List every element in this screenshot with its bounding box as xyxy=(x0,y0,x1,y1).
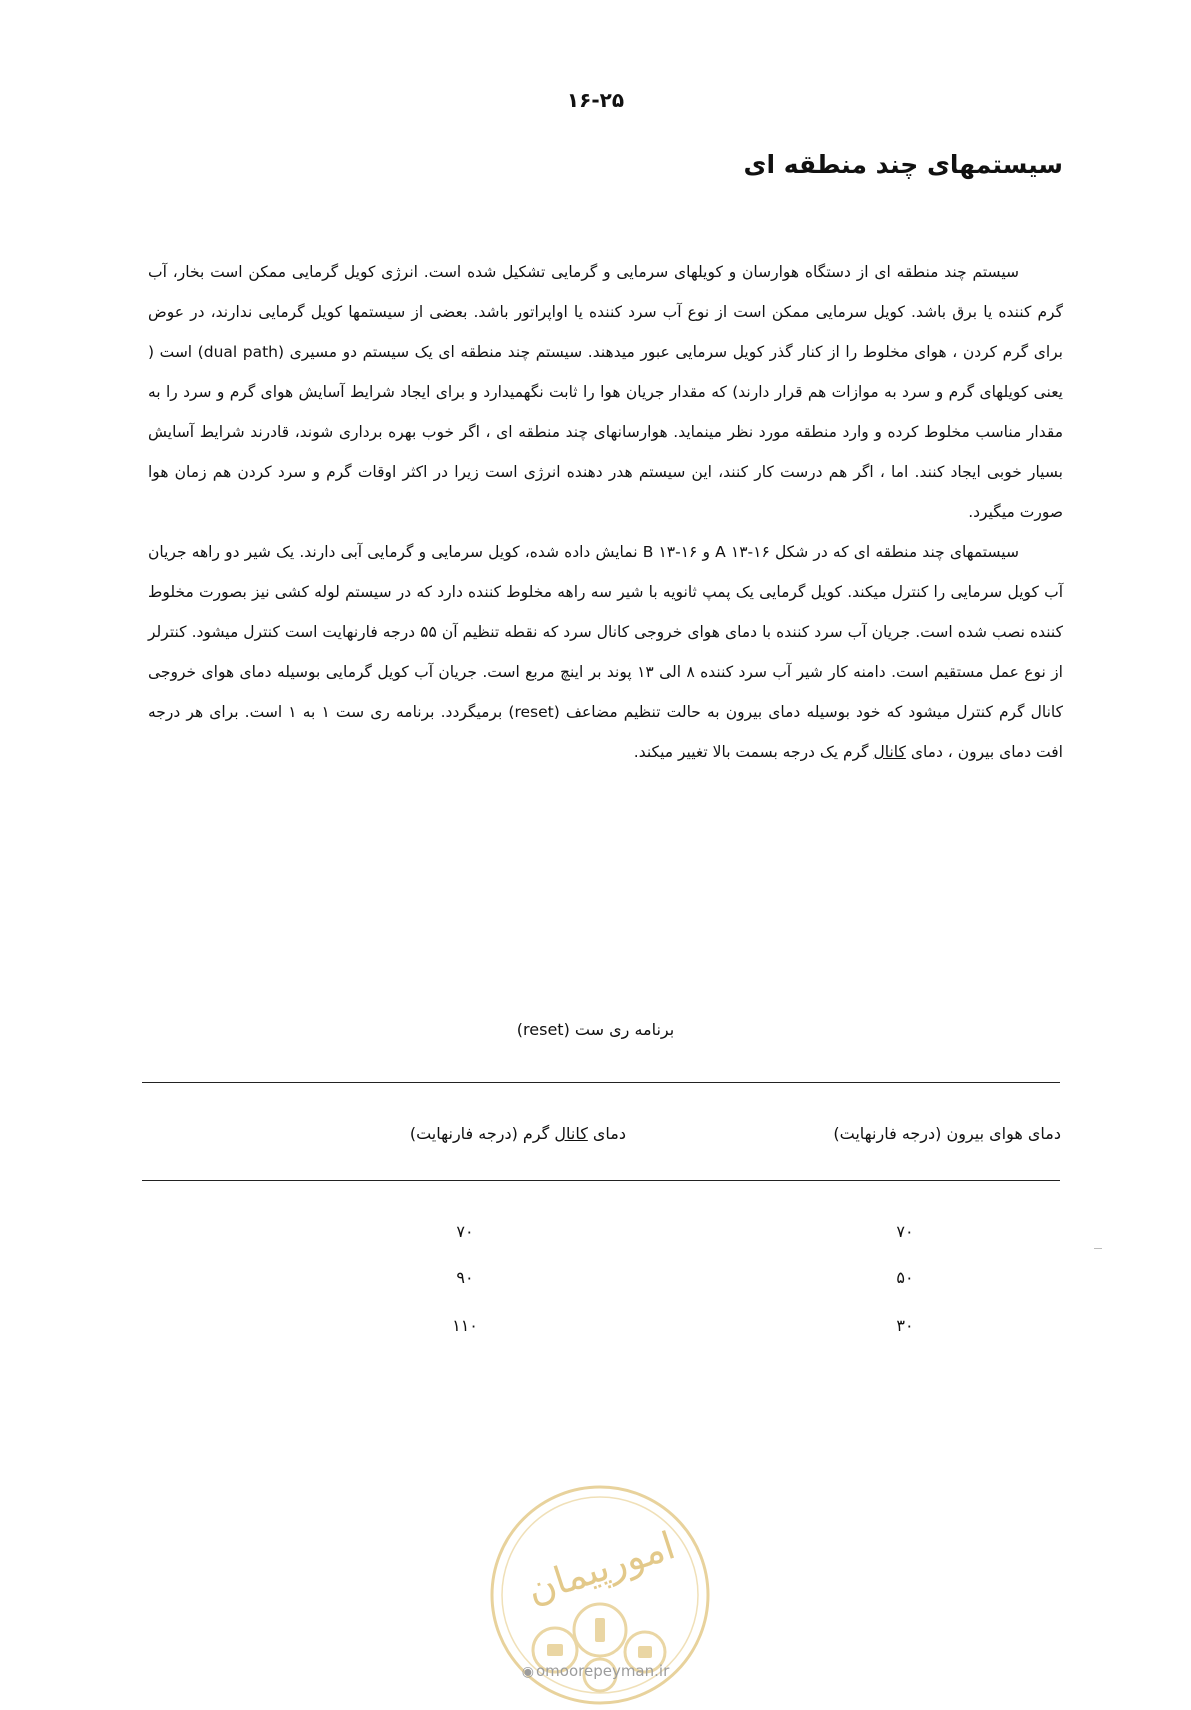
paragraph-1: سیستم چند منطقه ای از دستگاه هوارسان و کویلهای سرمایی و گرمایی تشکیل شده است. انرژی کویل گرمایی ممکن است بخار، آب گرم کننده یا برق باشد. کویل سرمایی ممکن است از نوع آب سرد کننده یا اواپراتور باشد. بعضی از سیستمها کویل گرمایی ندارند، در عوض برای گرم کردن ، هوای مخلوط را از کنار گذر کویل سرمایی عبور میدهند. سیستم چند منطقه ای یک سیستم دو مسیری (dual path) است ( یعنی کویلهای گرم و سرد به موازات هم قرار دارند) که مقدار جریان هوا را ثابت نگهمیدارد و برای ایجاد شرایط آسایش هوای گرم و سرد را به مقدار مناسب مخلوط کرده و وارد منطقه مورد نظر مینماید. هوارسانهای چند منطقه ای ، اگر خوب بهره برداری شوند، قادرند شرایط آسایش بسیار خوبی ایجاد کنند. اما ، اگر هم درست کار کنند، این سیستم هدر دهنده انرژی است زیرا در اکثر اوقات گرم و سرد کردن هم زمان هوا صورت میگیرد. xyxy=(148,263,1063,521)
col-header-text-a: دمای xyxy=(587,1124,626,1143)
table-title: برنامه ری ست (reset) xyxy=(516,1020,675,1039)
table-rule-bottom xyxy=(142,1180,1060,1181)
col-header-underlined-word: کانال xyxy=(554,1124,588,1143)
paragraph-2-text-b: گرم یک درجه بسمت بالا تغییر میکند. xyxy=(633,743,874,761)
paragraph-2-text-a: سیستمهای چند منطقه ای که در شکل A ۱۳-۱۶ و B ۱۳-۱۶ نمایش داده شده، کویل سرمایی و گرمایی آبی دارند. یک شیر دو راهه جریان آب کویل سرمایی را کنترل میکند. کویل گرمایی یک پمپ ثانویه با شیر سه راهه مخلوط کننده دارد که در سیستم لوله کشی نیز بصورت مخلوط کننده نصب شده است. جریان آب سرد کننده با دمای هوای خروجی کانال سرد که نقطه تنظیم آن ۵۵ درجه فارنهایت است کنترل میشود. کنترلر از نوع عمل مستقیم است. دامنه کار شیر آب سرد کننده ۸ الی ۱۳ پوند بر اینچ مربع است. جریان آب کویل گرمایی بوسیله دمای هوای خروجی کانال گرم کنترل میشود که خود بوسیله دمای بیرون به حالت تنظیم مضاعف (reset) برمیگردد. برنامه ری ست ۱ به ۱ است. برای هر درجه افت دمای بیرون ، دمای xyxy=(148,543,1063,761)
column-header-outdoor-temp: دمای هوای بیرون (درجه فارنهایت) xyxy=(833,1124,1061,1143)
page-number: ۱۶-۲۵ xyxy=(566,88,625,112)
body-text xyxy=(148,252,1063,772)
globe-icon: ◉ xyxy=(521,1664,534,1680)
table-cell-outdoor: ۵۰ xyxy=(896,1268,914,1287)
table-cell-hot-duct: ۹۰ xyxy=(456,1268,474,1287)
watermark-seal-text: امورپیمان xyxy=(521,1523,681,1613)
table-cell-hot-duct: ۱۱۰ xyxy=(452,1316,478,1335)
paragraph-2 xyxy=(148,532,1063,772)
table-cell-outdoor: ۷۰ xyxy=(896,1222,914,1241)
table-rule-top xyxy=(142,1082,1060,1083)
paragraph-2-underlined-word: کانال xyxy=(873,743,906,761)
section-heading: سیستمهای چند منطقه ای xyxy=(743,150,1063,179)
table-cell-hot-duct: ۷۰ xyxy=(456,1222,474,1241)
watermark-site-text: omoorepeyman.ir xyxy=(535,1662,670,1680)
col-header-text-b: گرم (درجه فارنهایت) xyxy=(409,1124,555,1143)
column-header-hot-duct-temp xyxy=(410,1124,626,1143)
watermark-site xyxy=(0,1662,1191,1680)
scan-edge-mark xyxy=(1094,1248,1102,1249)
table-cell-outdoor: ۳۰ xyxy=(896,1316,914,1335)
